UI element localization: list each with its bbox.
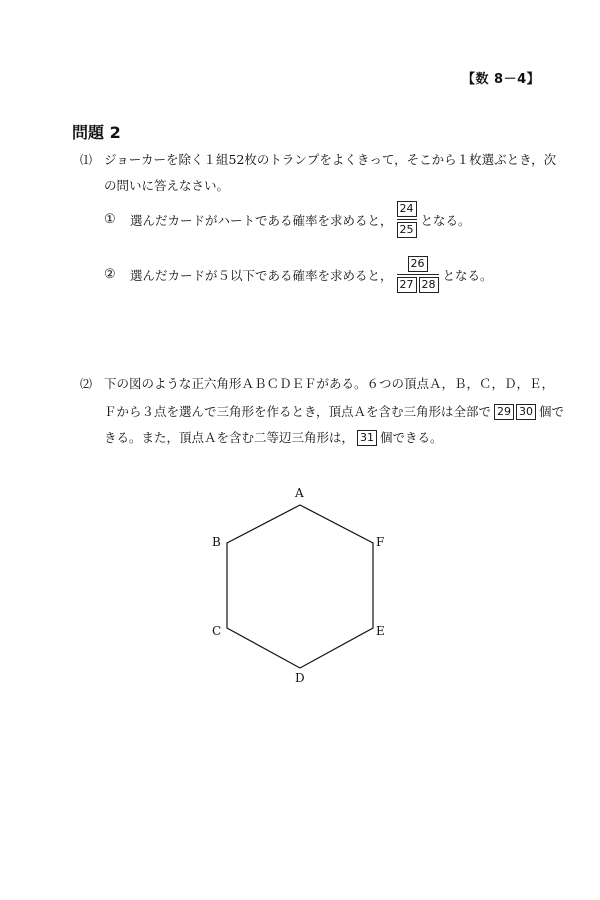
part2-line2: [104, 404, 564, 420]
vertex-label-a: A: [295, 486, 304, 500]
answer-box-25: 25: [397, 222, 417, 238]
vertex-label-d: D: [295, 671, 305, 685]
part1-sub2: [104, 256, 493, 293]
problem-title: 問題 2: [72, 123, 121, 142]
answer-boxes-29-30: [494, 404, 536, 420]
part2-line3: [104, 430, 443, 446]
part1-number: ⑴: [80, 153, 93, 167]
sub2-fraction: [397, 256, 439, 293]
fraction-bar: [397, 219, 417, 220]
sub2-text: 選んだカードが５以下である確率を求めると，: [130, 267, 393, 283]
sub1-number: ①: [104, 212, 116, 227]
sub1-fraction: [397, 201, 417, 238]
sub2-suffix: となる。: [442, 267, 493, 283]
answer-box-30: 30: [516, 404, 536, 420]
part2-text-line3b: 個できる。: [380, 430, 443, 445]
vertex-label-b: B: [212, 535, 221, 549]
vertex-label-f: F: [376, 535, 385, 549]
sub1-suffix: となる。: [420, 212, 471, 228]
part2-text-line3a: きる。また，頂点Ａを含む二等辺三角形は，: [104, 430, 355, 445]
part1-text-line1: ジョーカーを除く１組52枚のトランプをよくきって，そこから１枚選ぶとき，次: [104, 152, 557, 167]
vertex-label-c: C: [212, 624, 222, 638]
part2-text-line2a: Ｆから３点を選んで三角形を作るとき，頂点Ａを含む三角形は全部で: [104, 404, 492, 419]
answer-box-31: 31: [357, 430, 377, 446]
answer-box-31-wrap: [357, 430, 377, 446]
sub1-text: 選んだカードがハートである確率を求めると，: [130, 212, 393, 228]
hexagon-shape: [227, 505, 373, 668]
part1-sub1: [104, 201, 471, 238]
part1-text-line2: の問いに答えなさい。: [104, 178, 230, 193]
answer-box-24: 24: [397, 201, 417, 217]
vertex-label-e: E: [376, 624, 385, 638]
part2-text-line1: 下の図のような正六角形ＡＢＣＤＥＦがある。６つの頂点Ａ，Ｂ，Ｃ，Ｄ，Ｅ，: [104, 376, 555, 391]
part2-text-line2b: 個で: [539, 404, 565, 419]
answer-box-26: 26: [408, 256, 428, 272]
answer-box-28: 28: [419, 277, 439, 293]
part2-line1: [80, 376, 554, 392]
part1-line1: [80, 152, 556, 168]
answer-box-29: 29: [494, 404, 514, 420]
part1-line2: [104, 178, 229, 194]
exam-section-tag: 【数 8－4】: [462, 72, 541, 87]
hexagon-figure: [200, 480, 400, 690]
fraction-bar: [397, 274, 439, 275]
sub2-number: ②: [104, 267, 116, 282]
sub2-denominator: [397, 277, 439, 293]
answer-box-27: 27: [397, 277, 417, 293]
part2-number: ⑵: [80, 377, 93, 391]
